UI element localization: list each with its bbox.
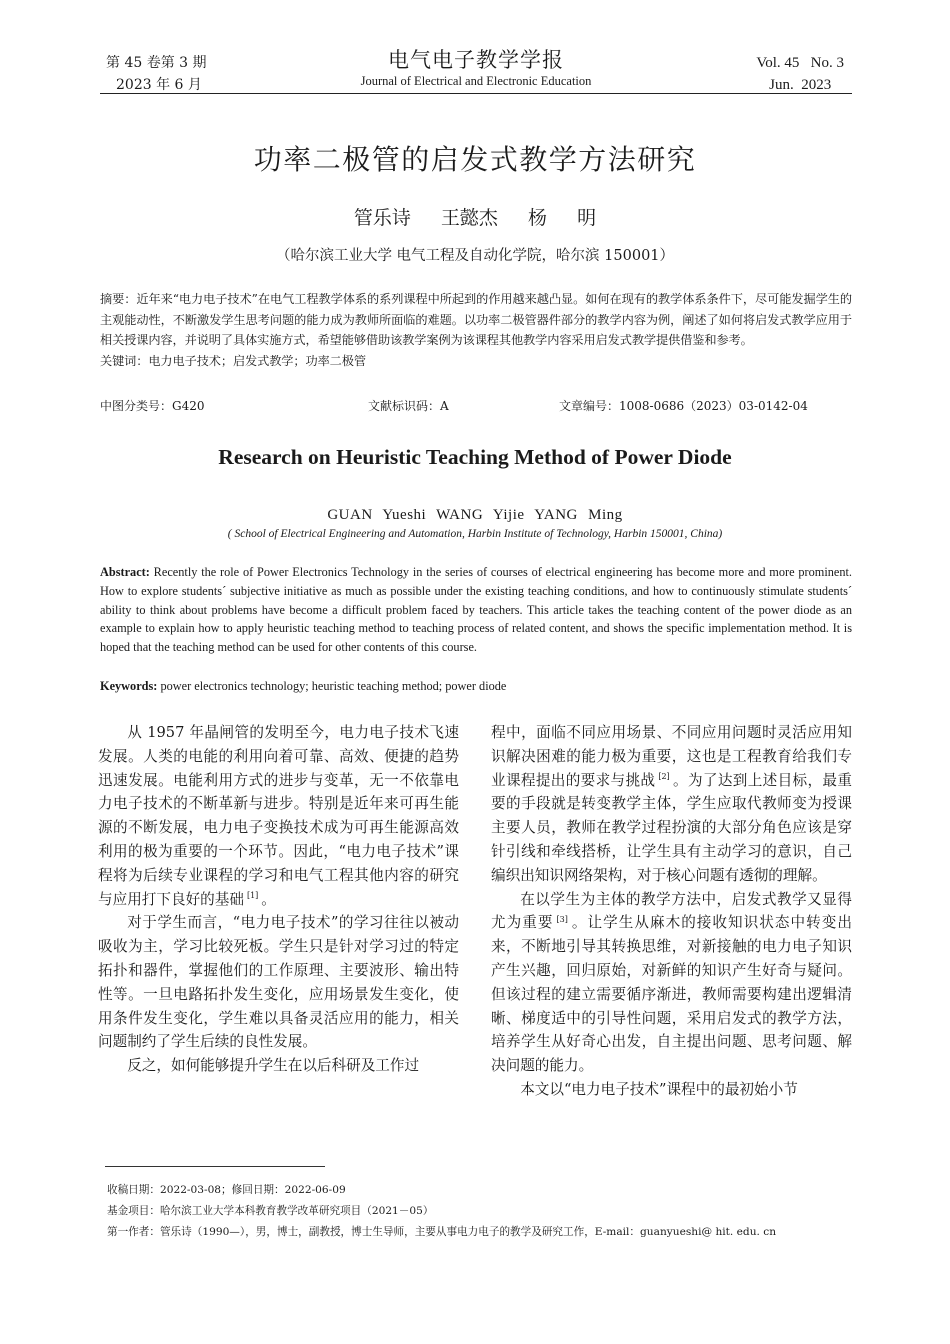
body-column-left [98,721,459,1078]
keywords-cn: 关键词：电力电子技术；启发式教学；功率二极管 [100,353,366,368]
date-en: Jun. 2023 [769,77,832,93]
footnote-fund: 基金项目：哈尔滨工业大学本科教育教学改革研究项目（2021－05） [107,1205,434,1217]
journal-name-en: Journal of Electrical and Electronic Education [360,74,592,88]
body-paragraph: 对于学生而言，“电力电子技术”的学习往往以被动吸收为主，学习比较死板。学生只是针对学习过的特定拓扑和器件，掌握他们的工作原理、主要波形、输出特性等。一旦电路拓扑发生变化，应用场景发生变化，使用条件发生变化，学生难以具备灵活应用的能力，相关问题制约了学生后续的良性发展。 [98,914,459,1051]
citation-ref[interactable]: [2] [658,771,670,781]
paper-title-en: Research on Heuristic Teaching Method of Power Diode [218,445,732,469]
article-number: 文章编号：1008-0686（2023）03-0142-04 [559,399,808,413]
footnote-received: 收稿日期：2022-03-08；修回日期：2022-06-09 [107,1184,346,1196]
abstract-cn-text: 摘要：近年来“电力电子技术”在电气工程教学体系的系列课程中所起到的作用越来越凸显。如何在现有的教学体系条件下，尽可能发掘学生的主观能动性，不断激发学生思考问题的能力成为教师所面临的难题。以功率二极管器件部分的教学内容为例，阐述了如何将启发式教学应用于相关授课内容，并说明了具体实施方式，希望能够借助该教学案例为该课程其他教学内容采用启发式教学提供借鉴和参考。 [100,292,852,348]
keywords-en-text: power electronics technology; heuristic teaching method; power diode [157,679,507,693]
affiliation-cn: （哈尔滨工业大学 电气工程及自动化学院，哈尔滨 150001） [275,248,675,264]
body-text: 。为了达到上述目标，最重要的手段就是转变教学主体，学生应取代教师变为授课主要人员，教师在教学过程扮演的大部分角色应该是穿针引线和牵线搭桥，让学生具有主动学习的意识，自己编织出知识网络架构，对于核心问题有透彻的理解。 [491,771,852,884]
clc-number: 中图分类号：G420 [100,399,205,413]
body-paragraph [491,721,852,888]
body-paragraph: 反之，如何能够提升学生在以后科研及工作过 [127,1057,420,1075]
date-cn: 2023 年 6 月 [116,77,202,93]
volume-en: Vol. 45 No. 3 [756,55,844,71]
footnote-author: 第一作者：管乐诗（1990—），男，博士，副教授，博士生导师，主要从事电力电子的教学及研究工作，E-mail：guanyueshi@ hit. edu. cn [107,1226,777,1238]
body-column-right [491,721,852,1102]
body-text: 。让学生从麻木的接收知识状态中转变出来，不断地引导其转换思维，对新接触的电力电子知识产生兴趣，回归原始，对新鲜的知识产生好奇与疑问。但该过程的建立需要循序渐进，教师需要构建出逻辑清晰、梯度适中的引导性问题，采用启发式的教学方法，培养学生从好奇心出发，自主提出问题、思考问题、解决问题的能力。 [491,914,852,1075]
affiliation-en: ( School of Electrical Engineering and Automation, Harbin Institute of Technology, Harbin 150001, China) [227,528,723,540]
abstract-en [100,563,852,657]
abstract-en-label: Abstract: [100,565,150,579]
keywords-en-label: Keywords: [100,679,158,693]
body-paragraph [491,888,852,1078]
footnotes [107,1180,852,1243]
volume-cn: 第 45 卷第 3 期 [106,55,207,71]
citation-ref[interactable]: [1] [246,890,259,900]
body-text: 程中，面临不同应用场景、不同应用问题时灵活应用知识解决困难的能力极为重要，这也是工程教育给我们专业课程提出的要求与挑战 [491,724,852,789]
body-paragraph [98,721,459,911]
paper-title-cn: 功率二极管的启发式教学方法研究 [253,143,697,176]
document-code: 文献标识码：A [368,399,449,413]
abstract-en-text: Recently the role of Power Electronics Technology in the series of courses of electrical engineering has become more and more prominent. How to explore students´ subjective initiative as much as possible under the existing teaching conditions, and how to continuously stimulate students´ ability to think about problems have become a difficult problem faced by teachers. This article takes the teaching content of the power diode as an example to explain how to apply heuristic teaching method to teaching process of related content, and shows the specific implementation method. It is hoped that the teaching method can be used for other contents of this course. [100,565,852,655]
body-text: 。 [261,890,276,908]
page-header [100,46,852,94]
authors-en: GUAN Yueshi WANG Yijie YANG Ming [327,507,623,523]
citation-ref[interactable]: [3] [556,914,568,924]
header-journal [100,46,852,88]
authors-cn: 管乐诗 王懿杰 杨 明 [353,207,597,229]
journal-name-cn: 电气电子教学学报 [388,48,564,72]
keywords-en [100,677,852,695]
body-text: 在以学生为主体的教学方法中，启发式教学又显得尤为重要 [491,890,852,932]
header-issue-en [756,52,844,96]
footnote-divider [105,1166,325,1167]
body-paragraph: 本文以“电力电子技术”课程中的最初始小节 [520,1080,798,1098]
body-text: 从 1957 年晶闸管的发明至今，电力电子技术飞速发展。人类的电能的利用向着可靠、高效、便捷的趋势迅速发展。电能利用方式的进步与变革，无一不依靠电力电子技术的不断革新与进步。特别是近年来可再生能源的不断发展，电力电子变换技术成为可再生能源高效利用的极为重要的一个环节。因此，“电力电子技术”课程将为后续专业课程的学习和电气工程其他内容的研究与应用打下良好的基础 [98,724,459,908]
abstract-cn [100,289,852,371]
